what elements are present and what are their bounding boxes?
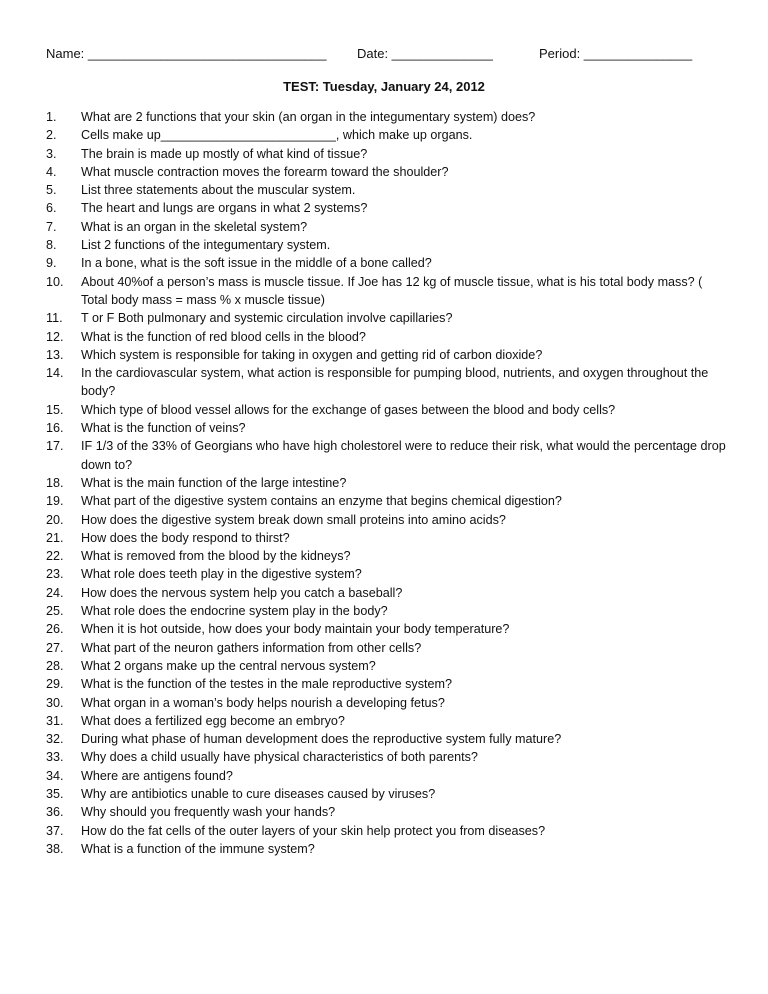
- question-item: [46, 401, 726, 419]
- question-text: List 2 functions of the integumentary system.: [81, 238, 331, 253]
- question-item: [46, 126, 726, 144]
- question-text: About 40%of a person’s mass is muscle tissue. If Joe has 12 kg of muscle tissue, what is his total body mass? ( Total body mass = mass % x muscle tissue): [81, 274, 703, 307]
- question-item: [46, 803, 726, 821]
- question-number: 1.: [46, 110, 57, 124]
- name-field: Name: _________________________________: [46, 46, 327, 61]
- question-text: The heart and lungs are organs in what 2 systems?: [81, 201, 368, 216]
- question-text: List three statements about the muscular system.: [81, 183, 356, 198]
- question-item: [46, 273, 726, 310]
- question-number: 19.: [46, 494, 64, 509]
- question-number: 22.: [46, 549, 64, 564]
- question-item: [46, 602, 726, 620]
- question-text: What is the main function of the large intestine?: [81, 475, 347, 490]
- question-number: 20.: [46, 512, 64, 527]
- question-number: 17.: [46, 439, 64, 454]
- question-number: 35.: [46, 786, 64, 801]
- question-item: [46, 730, 726, 748]
- question-text: What 2 organs make up the central nervous system?: [81, 658, 376, 673]
- question-text: Cells make up_________________________, which make up organs.: [81, 128, 473, 143]
- question-text: Why does a child usually have physical characteristics of both parents?: [81, 750, 478, 765]
- question-text: What is the function of veins?: [81, 421, 246, 436]
- question-item: [46, 565, 726, 583]
- question-item: [46, 620, 726, 638]
- question-number: 31.: [46, 713, 64, 728]
- question-text: When it is hot outside, how does your body maintain your body temperature?: [81, 622, 510, 637]
- student-info-header: [0, 46, 768, 64]
- question-number: 24.: [46, 585, 64, 600]
- question-number: 11.: [46, 311, 63, 326]
- question-number: 10.: [46, 274, 64, 289]
- question-item: [46, 639, 726, 657]
- question-number: 23.: [46, 567, 64, 582]
- question-number: 32.: [46, 732, 64, 747]
- question-item: [46, 474, 726, 492]
- test-title: TEST: Tuesday, January 24, 2012: [283, 79, 485, 94]
- question-number: 38.: [46, 841, 64, 856]
- question-text: What is an organ in the skeletal system?: [81, 219, 308, 234]
- question-number: 18.: [46, 475, 64, 490]
- question-text: What is the function of red blood cells in the blood?: [81, 329, 366, 344]
- question-number: 13.: [46, 347, 64, 362]
- question-text: Which type of blood vessel allows for the exchange of gases between the blood and body cells?: [81, 402, 616, 417]
- question-item: [46, 584, 726, 602]
- question-number: 26.: [46, 622, 64, 637]
- question-item: [46, 547, 726, 565]
- question-text: What is the function of the testes in the male reproductive system?: [81, 677, 452, 692]
- period-field: Period: _______________: [539, 46, 693, 61]
- question-text: How does the nervous system help you catch a baseball?: [81, 585, 403, 600]
- question-list: [46, 108, 726, 858]
- question-item: [46, 218, 726, 236]
- question-item: [46, 236, 726, 254]
- question-number: 30.: [46, 695, 64, 710]
- question-text: What part of the digestive system contains an enzyme that begins chemical digestion?: [81, 494, 562, 509]
- question-number: 34.: [46, 768, 64, 783]
- question-text: IF 1/3 of the 33% of Georgians who have high cholestorel were to reduce their risk, what would the percentage drop down to?: [81, 439, 726, 472]
- question-text: What are 2 functions that your skin (an organ in the integumentary system) does?: [81, 110, 536, 124]
- question-item: [46, 822, 726, 840]
- question-item: [46, 419, 726, 437]
- question-item: [46, 657, 726, 675]
- question-item: [46, 748, 726, 766]
- question-item: [46, 529, 726, 547]
- question-text: How does the digestive system break down small proteins into amino acids?: [81, 512, 506, 527]
- question-number: 21.: [46, 530, 64, 545]
- question-text: How does the body respond to thirst?: [81, 530, 290, 545]
- question-number: 2.: [46, 128, 57, 143]
- question-item: [46, 675, 726, 693]
- question-text: What does a fertilized egg become an embryo?: [81, 713, 345, 728]
- question-number: 12.: [46, 329, 64, 344]
- question-item: [46, 840, 726, 858]
- question-text: Why are antibiotics unable to cure diseases caused by viruses?: [81, 786, 436, 801]
- question-text: T or F Both pulmonary and systemic circulation involve capillaries?: [81, 311, 453, 326]
- question-text: In the cardiovascular system, what action is responsible for pumping blood, nutrients, and oxygen throughout the body?: [81, 366, 709, 399]
- question-item: [46, 163, 726, 181]
- question-item: [46, 767, 726, 785]
- question-number: 15.: [46, 402, 64, 417]
- question-text: In a bone, what is the soft issue in the middle of a bone called?: [81, 256, 432, 271]
- question-number: 33.: [46, 750, 64, 765]
- question-number: 25.: [46, 604, 64, 619]
- question-item: [46, 346, 726, 364]
- question-number: 28.: [46, 658, 64, 673]
- question-text: What muscle contraction moves the forearm toward the shoulder?: [81, 164, 449, 179]
- question-item: [46, 254, 726, 272]
- question-text: What is removed from the blood by the kidneys?: [81, 549, 351, 564]
- question-item: [46, 145, 726, 163]
- question-text: What part of the neuron gathers information from other cells?: [81, 640, 422, 655]
- question-item: [46, 108, 726, 126]
- question-number: 6.: [46, 201, 57, 216]
- question-number: 37.: [46, 823, 64, 838]
- date-field: Date: ______________: [357, 46, 493, 61]
- question-number: 3.: [46, 146, 57, 161]
- question-text: What organ in a woman’s body helps nourish a developing fetus?: [81, 695, 445, 710]
- question-item: [46, 199, 726, 217]
- question-item: [46, 181, 726, 199]
- question-number: 27.: [46, 640, 64, 655]
- question-text: What role does teeth play in the digestive system?: [81, 567, 362, 582]
- question-text: The brain is made up mostly of what kind of tissue?: [81, 146, 368, 161]
- question-number: 4.: [46, 164, 57, 179]
- question-item: [46, 364, 726, 401]
- question-number: 5.: [46, 183, 57, 198]
- question-text: During what phase of human development does the reproductive system fully mature?: [81, 732, 562, 747]
- question-text: Where are antigens found?: [81, 768, 233, 783]
- question-item: [46, 492, 726, 510]
- question-item: [46, 694, 726, 712]
- question-item: [46, 511, 726, 529]
- question-text: What role does the endocrine system play in the body?: [81, 604, 388, 619]
- question-number: 8.: [46, 238, 57, 253]
- question-text: What is a function of the immune system?: [81, 841, 315, 856]
- question-text: Which system is responsible for taking in oxygen and getting rid of carbon dioxide?: [81, 347, 543, 362]
- question-item: [46, 712, 726, 730]
- question-number: 16.: [46, 421, 64, 436]
- question-number: 29.: [46, 677, 64, 692]
- question-text: Why should you frequently wash your hands?: [81, 805, 336, 820]
- question-number: 7.: [46, 219, 57, 234]
- question-number: 9.: [46, 256, 57, 271]
- question-item: [46, 437, 726, 474]
- question-item: [46, 309, 726, 327]
- question-item: [46, 328, 726, 346]
- question-text: How do the fat cells of the outer layers of your skin help protect you from diseases?: [81, 823, 546, 838]
- question-number: 14.: [46, 366, 64, 381]
- question-item: [46, 785, 726, 803]
- question-number: 36.: [46, 805, 64, 820]
